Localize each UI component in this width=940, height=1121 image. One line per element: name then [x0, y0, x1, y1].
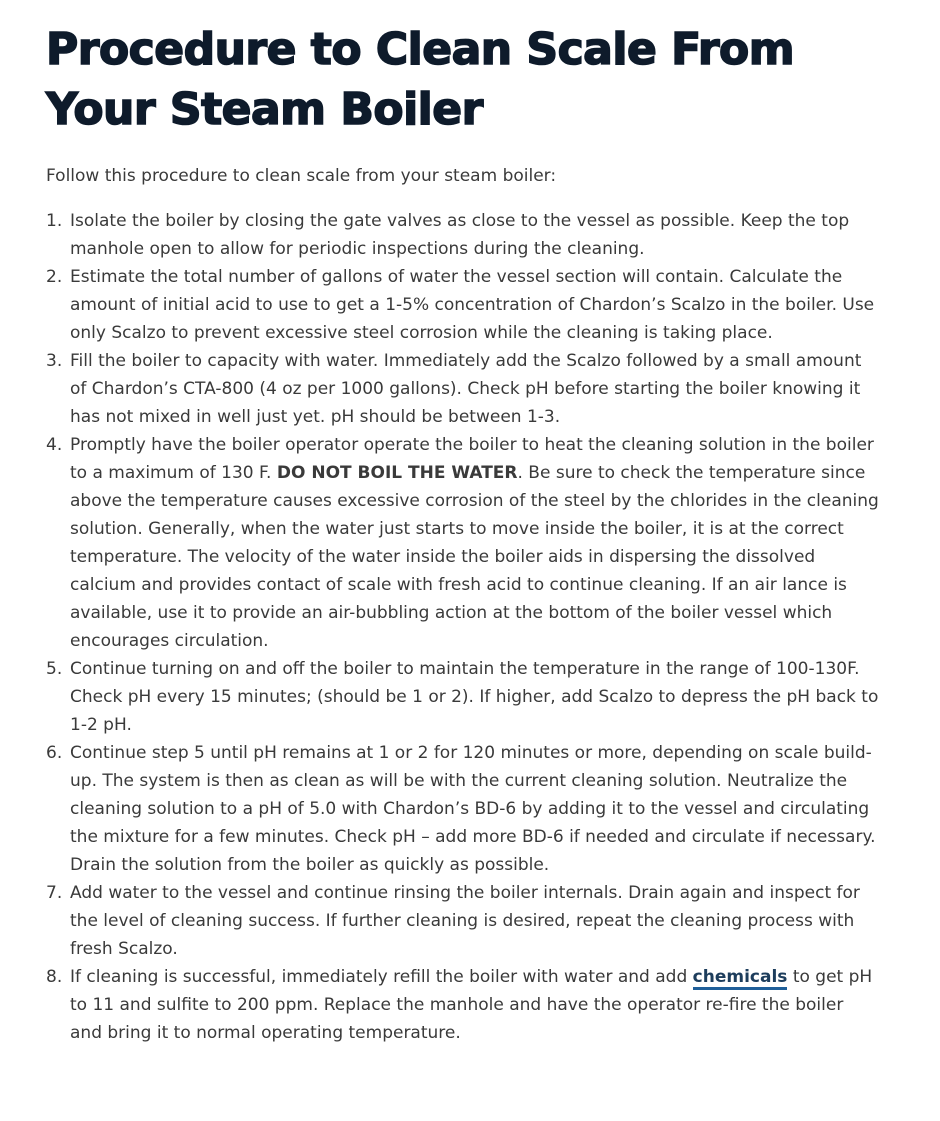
step-text: Continue turning on and off the boiler to maintain the temperature in the range of 100-130F. Check pH every 15 minutes; (should be 1 or 2). If higher, add Scalzo to depress the pH back to 1-2 pH.: [70, 659, 879, 735]
step-text: Fill the boiler to capacity with water. Immediately add the Scalzo followed by a small amount of Chardon’s CTA-800 (4 oz per 1000 gallons). Check pH before starting the boiler knowing it has not mixed in well just yet. pH should be between 1-3.: [70, 351, 862, 427]
step-7: [46, 879, 880, 963]
step-number: 3.: [46, 351, 63, 371]
step-text: Isolate the boiler by closing the gate valves as close to the vessel as possible. Keep the top manhole open to allow for periodic inspections during the cleaning.: [70, 211, 850, 259]
step-4: [46, 431, 880, 655]
warning-emphasis: DO NOT BOIL THE WATER: [276, 463, 518, 483]
step-8: [46, 963, 880, 1047]
step-text: Add water to the vessel and continue rinsing the boiler internals. Drain again and inspect for the level of cleaning success. If further cleaning is desired, repeat the cleaning process with fresh Scalzo.: [70, 883, 860, 959]
step-text-after: to get pH to 11 and sulfite to 200 ppm. Replace the manhole and have the operator re-fire the boiler and bring it to normal operating temperature.: [70, 967, 873, 1043]
step-number: 7.: [46, 883, 63, 903]
step-number: 1.: [46, 211, 63, 231]
step-1: [46, 207, 880, 263]
step-number: 8.: [46, 967, 63, 987]
procedure-steps-list: [46, 207, 880, 1047]
step-text-after: . Be sure to check the temperature since above the temperature causes excessive corrosion of the steel by the chlorides in the cleaning solution. Generally, when the water just starts to move inside the boiler, it is at the correct temperature. The velocity of the water inside the boiler aids in dispersing the dissolved calcium and provides contact of scale with fresh acid to continue cleaning. If an air lance is available, use it to provide an air-bubbling action at the bottom of the boiler vessel which encourages circulation.: [70, 463, 879, 651]
step-text: Continue step 5 until pH remains at 1 or 2 for 120 minutes or more, depending on scale build-up. The system is then as clean as will be with the current cleaning solution. Neutralize the cleaning solution to a pH of 5.0 with Chardon’s BD-6 by adding it to the vessel and circulating the mixture for a few minutes. Check pH – add more BD-6 if needed and circulate if necessary. Drain the solution from the boiler as quickly as possible.: [70, 743, 876, 875]
step-6: [46, 739, 880, 879]
step-text-before: Promptly have the boiler operator operate the boiler to heat the cleaning solution in the boiler to a maximum of 130 F.: [70, 435, 874, 483]
step-3: [46, 347, 880, 431]
step-5: [46, 655, 880, 739]
page-title: Procedure to Clean Scale From Your Steam Boiler: [46, 24, 795, 135]
step-2: [46, 263, 880, 347]
step-number: 5.: [46, 659, 63, 679]
step-number: 4.: [46, 435, 63, 455]
step-number: 6.: [46, 743, 63, 763]
chemicals-link[interactable]: chemicals: [693, 967, 788, 990]
intro-paragraph: Follow this procedure to clean scale from your steam boiler:: [46, 166, 557, 186]
step-text-before: If cleaning is successful, immediately refill the boiler with water and add: [70, 967, 693, 987]
step-text: Estimate the total number of gallons of water the vessel section will contain. Calculate the amount of initial acid to use to get a 1-5% concentration of Chardon’s Scalzo in the boiler. Use only Scalzo to prevent excessive steel corrosion while the cleaning is taking place.: [70, 267, 875, 343]
step-number: 2.: [46, 267, 63, 287]
